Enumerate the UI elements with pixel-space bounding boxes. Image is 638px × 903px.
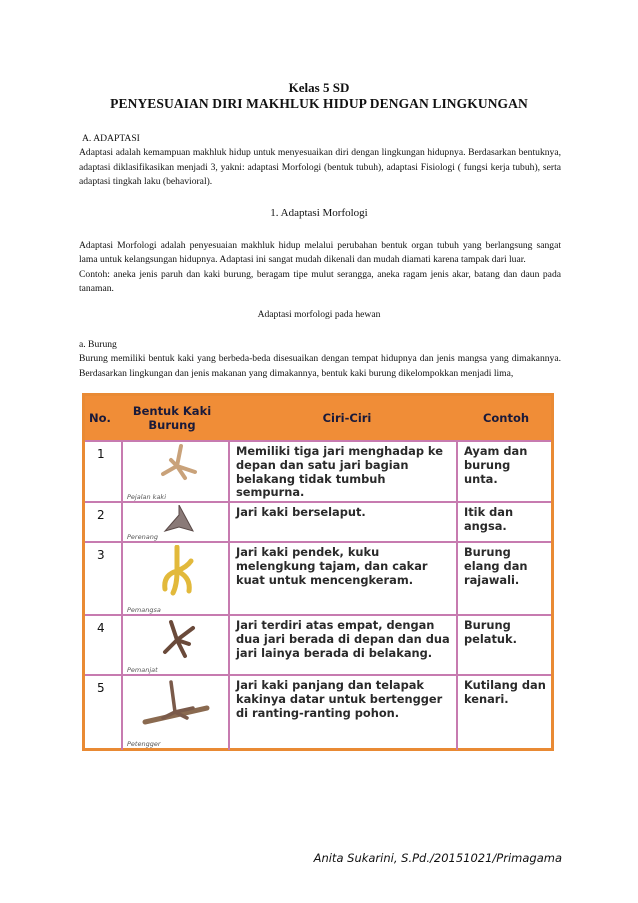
foot-label: Petengger: [127, 740, 161, 748]
burung-body: Burung memiliki bentuk kaki yang berbeda-beda disesuaikan dengan tempat hidupnya dan jenis mangsa yang dimakannya. Berdasarkan lingkungan dan jenis makanan yang dimakannya, bentuk kaki burung dikelompokkan menjadi lima,: [79, 353, 561, 379]
section-adaptasi: [79, 132, 561, 189]
contoh-cell: Burung pelatuk.: [456, 616, 551, 676]
row-number: 3: [97, 548, 105, 562]
foot-illustration: [121, 442, 230, 503]
ciri-cell: Memiliki tiga jari menghadap ke depan dan satu jari bagian belakang tidak tumbuh sempurna.: [228, 442, 456, 503]
ciri-cell: Jari kaki pendek, kuku melengkung tajam, dan cakar kuat untuk mencengkeram.: [228, 543, 456, 616]
ciri-cell: Jari kaki panjang dan telapak kakinya datar untuk bertengger di ranting-ranting pohon.: [228, 676, 456, 750]
section-heading: A. ADAPTASI: [82, 133, 140, 144]
footer-author: Anita Sukarini, S.Pd./20151021/Primagama: [313, 851, 562, 865]
ciri-cell: Jari terdiri atas empat, dengan dua jari berada di depan dan dua jari lainya berada di belakang.: [228, 616, 456, 676]
bird-feet-table: [82, 393, 554, 751]
perching-foot-icon: [141, 678, 211, 734]
talon-foot-icon: [141, 545, 211, 601]
header-no: No.: [89, 411, 111, 425]
row-number: 4: [97, 621, 105, 635]
contoh-cell: Kutilang dan kenari.: [456, 676, 551, 750]
morfologi-body: Adaptasi Morfologi adalah penyesuaian makhluk hidup melalui perubahan bentuk organ tubuh yang berlangsung sangat lama untuk kelangsungan hidupnya. Adaptasi ini sangat mudah dikenali dan mudah diamati karena tampak dari luar.: [79, 240, 561, 266]
foot-illustration: [121, 543, 230, 616]
webbed-foot-icon: [141, 505, 211, 535]
contoh-cell: Burung elang dan rajawali.: [456, 543, 551, 616]
burung-heading: a. Burung: [79, 339, 117, 350]
ciri-cell: Jari kaki berselaput.: [228, 503, 456, 543]
foot-label: Pejalan kaki: [127, 493, 166, 501]
contoh-cell: Ayam dan burung unta.: [456, 442, 551, 503]
foot-illustration: [121, 503, 230, 543]
row-number: 1: [97, 447, 105, 461]
header-ciri: Ciri-Ciri: [322, 411, 372, 425]
foot-label: Perenang: [127, 533, 158, 541]
section-burung: [79, 338, 561, 381]
section-morfologi: [79, 239, 561, 296]
header-contoh: Contoh: [482, 411, 530, 425]
hewan-title: Adaptasi morfologi pada hewan: [257, 309, 381, 320]
foot-illustration: [121, 616, 230, 676]
header-bentuk: Bentuk Kaki Burung: [132, 404, 212, 432]
foot-illustration: [121, 676, 230, 750]
row-number: 5: [97, 681, 105, 695]
class-label: Kelas 5 SD: [288, 80, 350, 95]
morfologi-example: Contoh: aneka jenis paruh dan kaki burung, beragam tipe mulut serangga, aneka ragam jenis akar, batang dan daun pada tanaman.: [79, 268, 561, 294]
page-title: PENYESUAIAN DIRI MAKHLUK HIDUP DENGAN LINGKUNGAN: [110, 96, 528, 111]
contoh-cell: Itik dan angsa.: [456, 503, 551, 543]
table-row: [85, 614, 551, 676]
foot-label: Pemangsa: [127, 606, 161, 614]
foot-label: Pemanjat: [127, 666, 158, 674]
row-number: 2: [97, 508, 105, 522]
table-row: [85, 674, 551, 750]
table-row: [85, 501, 551, 543]
table-header: [85, 396, 551, 440]
table-row: [85, 541, 551, 616]
table-row: [85, 440, 551, 503]
walking-foot-icon: [141, 444, 211, 490]
subheading-morfologi: 1. Adaptasi Morfologi: [270, 207, 368, 219]
section-body: Adaptasi adalah kemampuan makhluk hidup untuk menyesuaikan diri dengan lingkungan hidupnya. Berdasarkan bentuknya, adaptasi diklasifikasikan menjadi 3, yakni: adaptasi Morfologi (bentuk tubuh), adaptasi Fisiologi ( fungsi kerja tubuh), serta adaptasi tingkah laku (behavioral).: [79, 147, 561, 187]
climbing-foot-icon: [141, 618, 211, 664]
